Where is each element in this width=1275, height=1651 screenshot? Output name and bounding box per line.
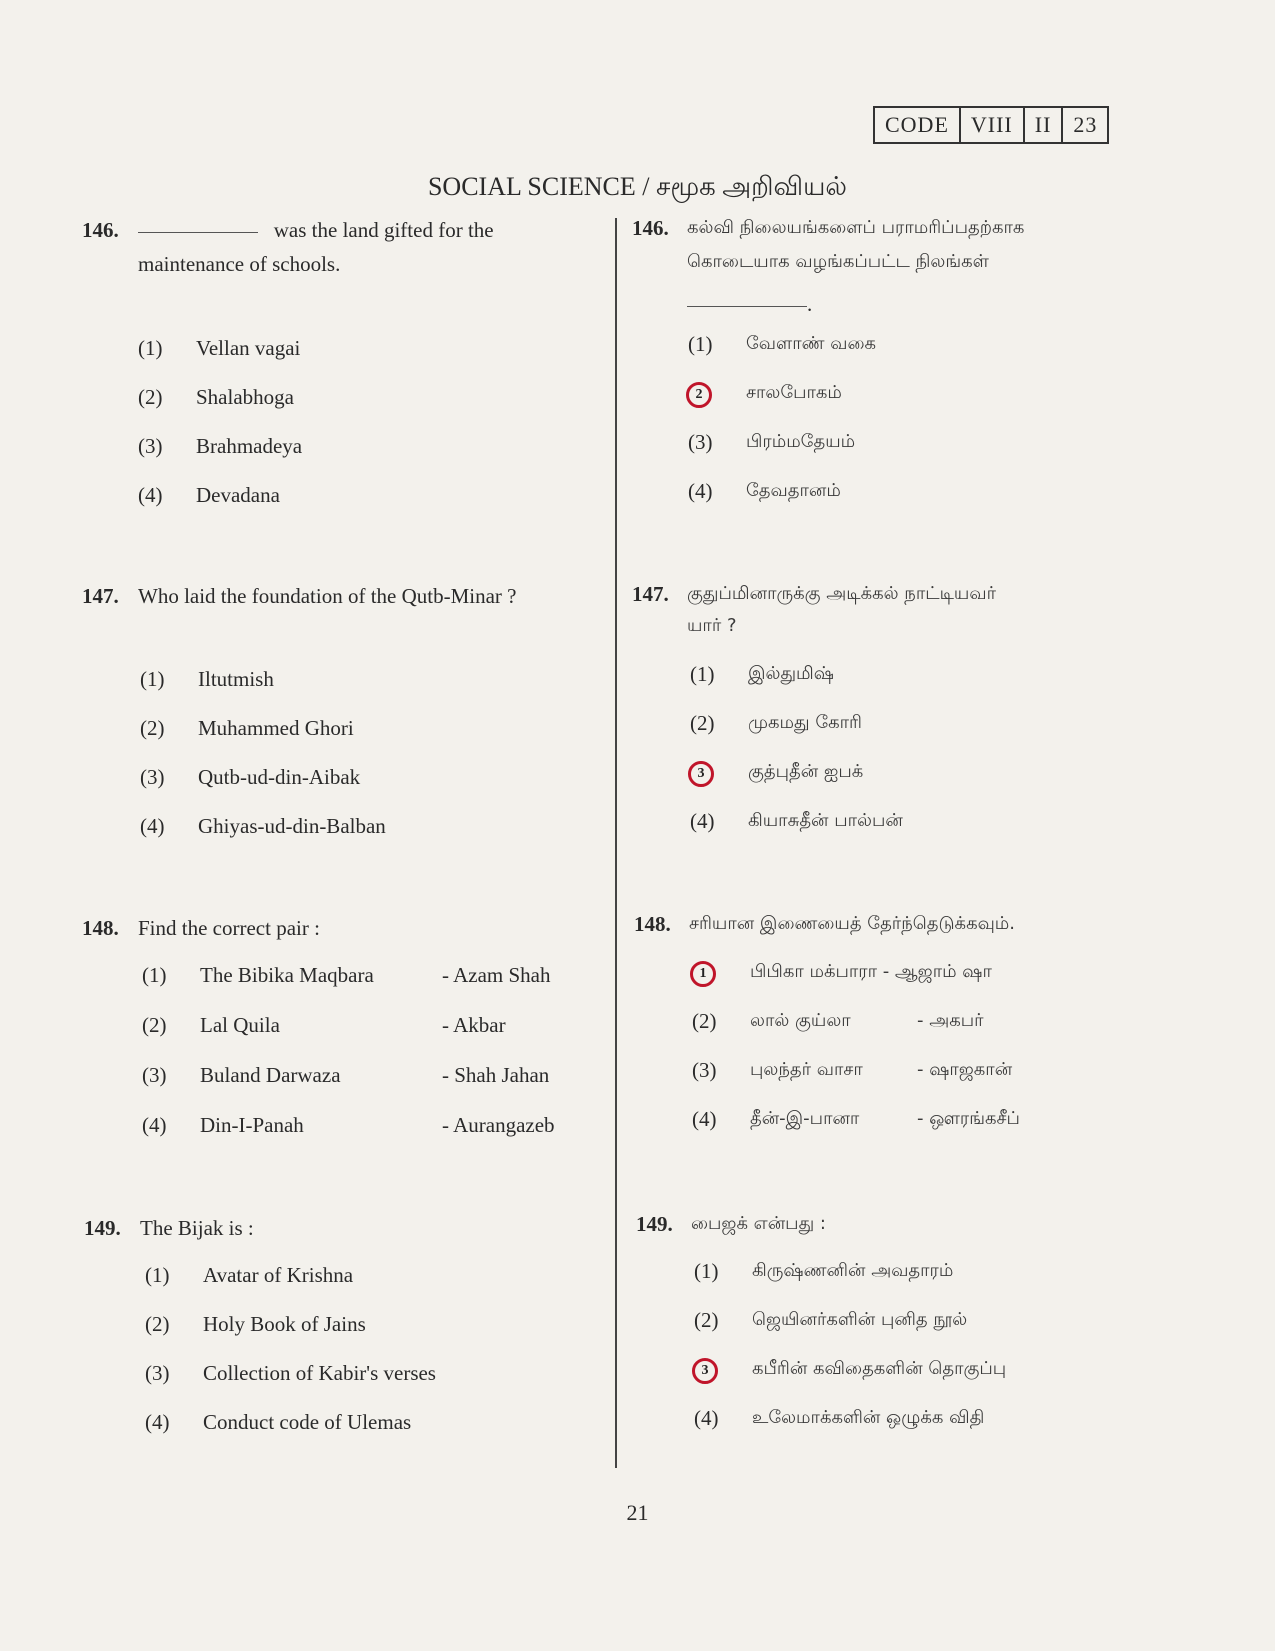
question-text: கல்வி நிலையங்களைப் பராமரிப்பதற்காக <box>687 217 1025 238</box>
selected-answer-circle: 1 <box>690 961 716 987</box>
option-149-3-ta[interactable]: 3 கபீரின் கவிதைகளின் தொகுப்பு <box>694 1352 1006 1386</box>
page-number: 21 <box>626 1500 649 1525</box>
option-148-4-en[interactable]: (4) Din-I-Panah - Aurangazeb <box>142 1112 555 1137</box>
option-147-2-en[interactable]: (2) Muhammed Ghori <box>140 715 354 740</box>
option-149-2-ta[interactable]: (2) ஜெயினர்களின் புனித நூல் <box>694 1307 968 1332</box>
selected-answer-circle: 2 <box>686 382 712 408</box>
option-146-2-en[interactable]: (2) Shalabhoga <box>138 384 294 409</box>
option-147-2-ta[interactable]: (2) முகமது கோரி <box>690 710 862 735</box>
option-149-1-ta[interactable]: (1) கிருஷ்ணனின் அவதாரம் <box>694 1258 954 1283</box>
question-text-line2: கொடையாக வழங்கப்பட்ட நிலங்கள் <box>687 251 989 272</box>
code-part-2: II <box>1025 108 1064 142</box>
question-147-ta: 147. குதுப்மினாருக்கு அடிக்கல் நாட்டியவர் யார் ? <box>632 576 1152 612</box>
question-149-en: 149. The Bijak is : <box>84 1210 594 1246</box>
option-149-1-en[interactable]: (1) Avatar of Krishna <box>145 1262 354 1287</box>
option-146-1-ta[interactable]: (1) வேளாண் வகை <box>688 331 877 356</box>
option-148-1-en[interactable]: (1) The Bibika Maqbara - Azam Shah <box>142 962 551 987</box>
question-149-ta: 149. பைஜக் என்பது : <box>636 1206 1156 1242</box>
question-text: Who laid the foundation of the Qutb-Minar ? <box>138 584 517 608</box>
option-148-3-en[interactable]: (3) Buland Darwaza - Shah Jahan <box>142 1062 550 1087</box>
option-146-4-ta[interactable]: (4) தேவதானம் <box>688 478 841 503</box>
option-148-4-ta[interactable]: (4) தீன்-இ-பானா - ஔரங்கசீப் <box>692 1106 1020 1131</box>
option-149-4-en[interactable]: (4) Conduct code of Ulemas <box>145 1409 412 1434</box>
question-text: குதுப்மினாருக்கு அடிக்கல் நாட்டியவர் <box>687 583 996 604</box>
question-text: பைஜக் என்பது : <box>691 1213 826 1234</box>
code-part-3: 23 <box>1073 112 1098 137</box>
option-149-3-en[interactable]: (3) Collection of Kabir's verses <box>145 1360 436 1385</box>
question-number: 146. <box>82 218 119 242</box>
option-146-3-en[interactable]: (3) Brahmadeya <box>138 433 303 458</box>
code-box <box>873 106 1109 144</box>
option-148-1-ta[interactable]: 1 பிபிகா மக்பாரா - ஆஜாம் ஷா <box>692 955 1132 989</box>
question-147-en: 147. Who laid the foundation of the Qutb-Minar ? <box>82 578 592 614</box>
option-147-1-ta[interactable]: (1) இல்துமிஷ் <box>690 661 834 686</box>
page-title: SOCIAL SCIENCE / சமூக அறிவியல் <box>427 172 848 201</box>
option-147-4-en[interactable]: (4) Ghiyas-ud-din-Balban <box>140 813 386 838</box>
code-part-1: VIII <box>961 108 1025 142</box>
question-text-line2: யார் ? <box>687 615 737 636</box>
option-146-2-ta[interactable]: 2 சாலபோகம் <box>688 376 842 410</box>
question-148-ta: 148. சரியான இணையைத் தேர்ந்தெடுக்கவும். <box>634 906 1154 942</box>
selected-answer-circle: 3 <box>688 761 714 787</box>
code-label: CODE <box>875 108 961 142</box>
selected-answer-circle: 3 <box>692 1358 718 1384</box>
option-146-3-ta[interactable]: (3) பிரம்மதேயம் <box>688 429 856 454</box>
answer-blank <box>687 305 807 307</box>
question-146-ta: 146. கல்வி நிலையங்களைப் பராமரிப்பதற்காக கொடையாக வழங்கப்பட்ட நிலங்கள் . <box>632 210 1152 246</box>
question-146-en <box>82 212 592 276</box>
option-146-1-en[interactable]: (1) Vellan vagai <box>138 335 301 360</box>
question-text-line2: maintenance of schools. <box>138 252 341 276</box>
option-147-1-en[interactable]: (1) Iltutmish <box>140 666 274 691</box>
option-147-4-ta[interactable]: (4) கியாசுதீன் பால்பன் <box>690 808 903 833</box>
option-148-3-ta[interactable]: (3) புலந்தர் வாசா - ஷாஜகான் <box>692 1057 1013 1082</box>
column-divider <box>615 218 617 1468</box>
question-text: சரியான இணையைத் தேர்ந்தெடுக்கவும். <box>689 913 1016 934</box>
option-147-3-en[interactable]: (3) Qutb-ud-din-Aibak <box>140 764 361 789</box>
answer-blank <box>138 231 258 233</box>
question-148-en: 148. Find the correct pair : <box>82 910 592 946</box>
option-148-2-en[interactable]: (2) Lal Quila - Akbar <box>142 1012 506 1037</box>
option-149-2-en[interactable]: (2) Holy Book of Jains <box>145 1311 366 1336</box>
question-text: was the land gifted for the <box>273 218 494 242</box>
option-149-4-ta[interactable]: (4) உலேமாக்களின் ஒழுக்க விதி <box>694 1405 985 1430</box>
option-147-3-ta[interactable]: 3 குத்புதீன் ஐபக் <box>690 755 863 789</box>
option-148-2-ta[interactable]: (2) லால் குய்லா - அகபர் <box>692 1008 984 1033</box>
option-146-4-en[interactable]: (4) Devadana <box>138 482 280 507</box>
question-text: The Bijak is : <box>140 1216 254 1240</box>
question-text: Find the correct pair : <box>138 916 320 940</box>
